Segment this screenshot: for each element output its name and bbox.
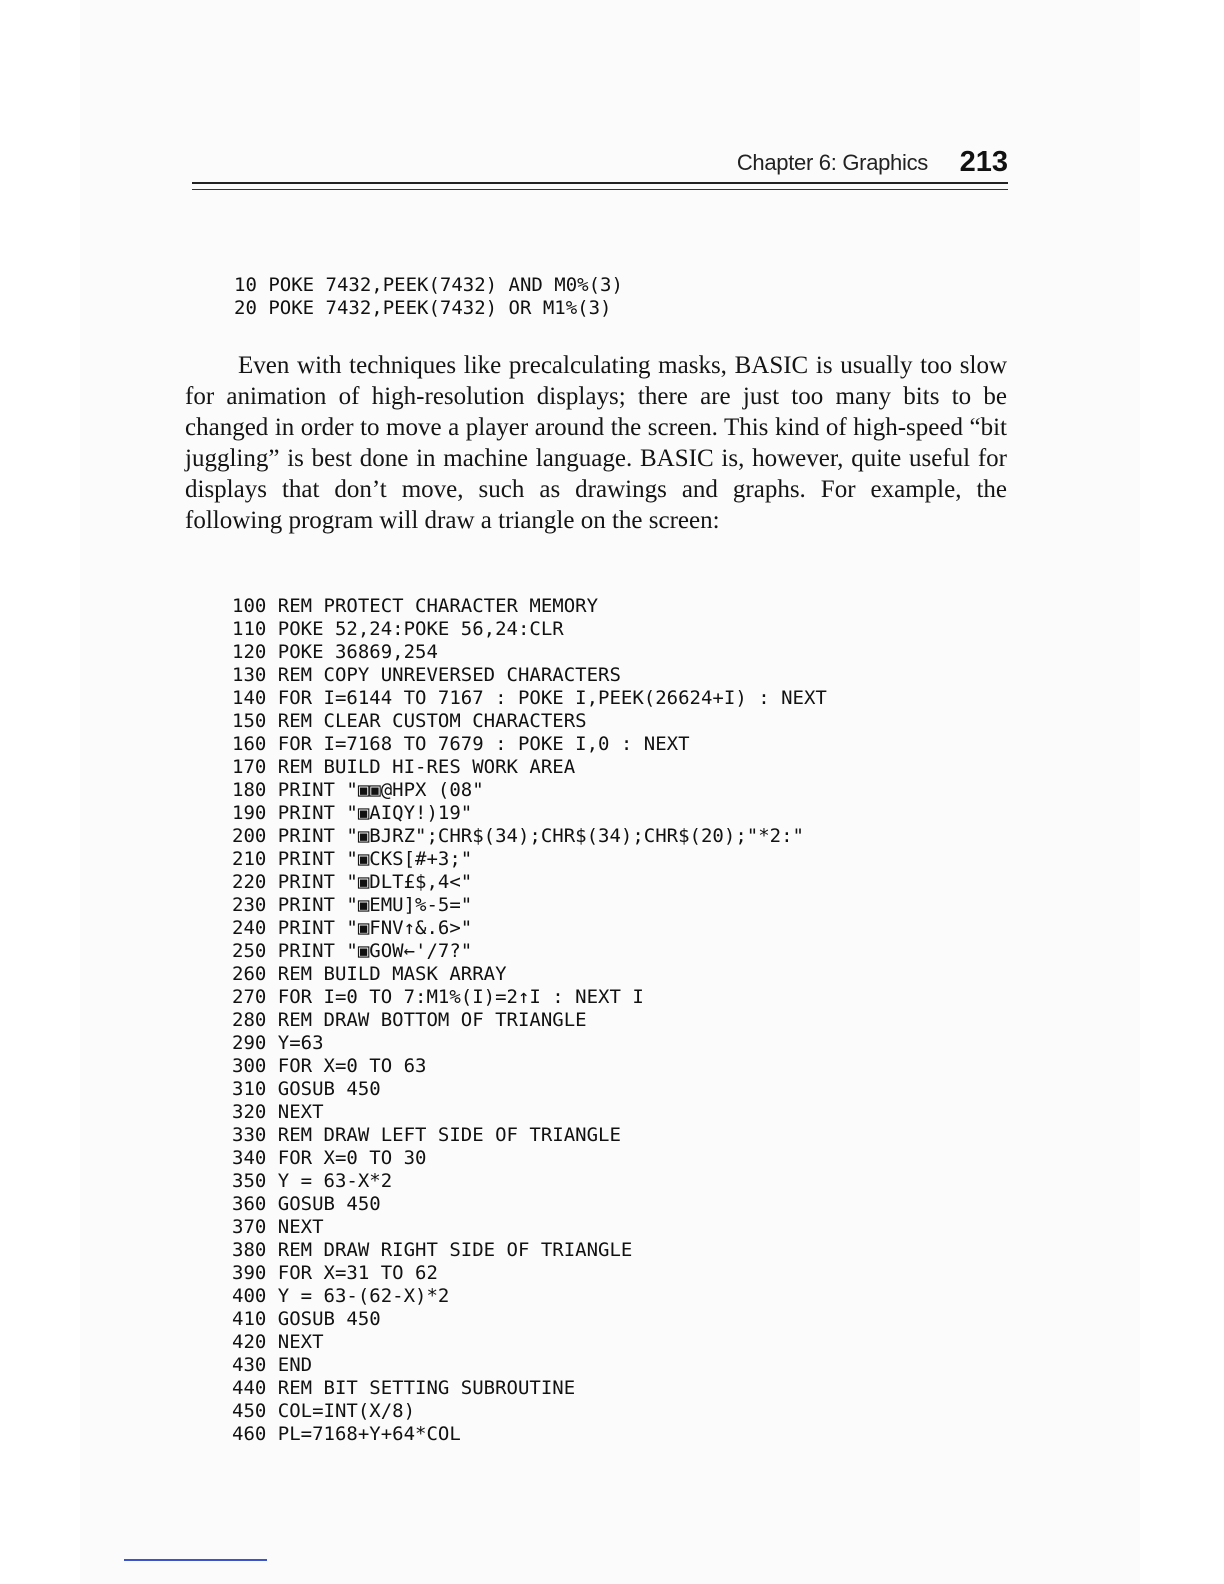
code-line: 250 PRINT "▣GOW←'/7?" <box>232 940 473 962</box>
code-line: 350 Y = 63-X*2 <box>232 1170 393 1192</box>
code-line: 260 REM BUILD MASK ARRAY <box>232 963 507 985</box>
code-line: 360 GOSUB 450 <box>232 1193 381 1215</box>
code-line: 440 REM BIT SETTING SUBROUTINE <box>232 1377 576 1399</box>
code-line: 150 REM CLEAR CUSTOM CHARACTERS <box>232 710 587 732</box>
code-line: 130 REM COPY UNREVERSED CHARACTERS <box>232 664 621 686</box>
code-line: 210 PRINT "▣CKS[#+3;" <box>232 848 473 870</box>
header-rule-thick <box>192 182 1008 184</box>
code-line: 10 POKE 7432,PEEK(7432) AND M0%(3) <box>234 274 623 296</box>
code-line: 400 Y = 63-(62-X)*2 <box>232 1285 450 1307</box>
code-line: 460 PL=7168+Y+64*COL <box>232 1423 461 1445</box>
code-line: 240 PRINT "▣FNV↑&.6>" <box>232 917 473 939</box>
code-line: 450 COL=INT(X/8) <box>232 1400 416 1422</box>
code-line: 110 POKE 52,24:POKE 56,24:CLR <box>232 618 564 640</box>
code-line: 370 NEXT <box>232 1216 324 1238</box>
code-line: 120 POKE 36869,254 <box>232 641 438 663</box>
code-line: 320 NEXT <box>232 1101 324 1123</box>
code-line: 410 GOSUB 450 <box>232 1308 381 1330</box>
body-paragraph: Even with techniques like precalculating masks, BASIC is usually too slow for animation of high-resolution displays; there are just too many bits to be changed in order to move a player around the screen. This kind of high-speed “bit juggling” is best done in machine language. BASIC is, however, quite useful for displays that don’t move, such as drawings and graphs. For example, the following program will draw a triangle on the screen: <box>185 352 1007 534</box>
header-rule-thin <box>192 189 1008 190</box>
code-listing-short <box>234 274 623 320</box>
code-line: 340 FOR X=0 TO 30 <box>232 1147 427 1169</box>
code-line: 290 Y=63 <box>232 1032 324 1054</box>
code-line: 200 PRINT "▣BJRZ";CHR$(34);CHR$(34);CHR$(20);"*2:" <box>232 825 804 847</box>
chapter-title: Chapter 6: Graphics <box>736 150 928 175</box>
code-listing-triangle <box>232 595 827 1446</box>
code-line: 380 REM DRAW RIGHT SIDE OF TRIANGLE <box>232 1239 633 1261</box>
code-line: 390 FOR X=31 TO 62 <box>232 1262 438 1284</box>
code-line: 330 REM DRAW LEFT SIDE OF TRIANGLE <box>232 1124 621 1146</box>
code-line: 270 FOR I=0 TO 7:M1%(I)=2↑I : NEXT I <box>232 986 644 1008</box>
page-number: 213 <box>959 146 1008 178</box>
code-line: 20 POKE 7432,PEEK(7432) OR M1%(3) <box>234 297 612 319</box>
code-line: 180 PRINT "▣▣@HPX (08" <box>232 779 484 801</box>
code-line: 420 NEXT <box>232 1331 324 1353</box>
code-line: 140 FOR I=6144 TO 7167 : POKE I,PEEK(26624+I) : NEXT <box>232 687 827 709</box>
code-line: 300 FOR X=0 TO 63 <box>232 1055 427 1077</box>
code-line: 160 FOR I=7168 TO 7679 : POKE I,0 : NEXT <box>232 733 690 755</box>
code-line: 230 PRINT "▣EMU]%-5=" <box>232 894 473 916</box>
code-line: 190 PRINT "▣AIQY!)19" <box>232 802 473 824</box>
code-line: 100 REM PROTECT CHARACTER MEMORY <box>232 595 599 617</box>
running-header <box>192 146 1008 186</box>
code-line: 430 END <box>232 1354 313 1376</box>
footer-accent-line <box>124 1559 267 1561</box>
code-line: 220 PRINT "▣DLT£$,4<" <box>232 871 473 893</box>
code-line: 310 GOSUB 450 <box>232 1078 381 1100</box>
code-line: 280 REM DRAW BOTTOM OF TRIANGLE <box>232 1009 587 1031</box>
code-line: 170 REM BUILD HI-RES WORK AREA <box>232 756 576 778</box>
